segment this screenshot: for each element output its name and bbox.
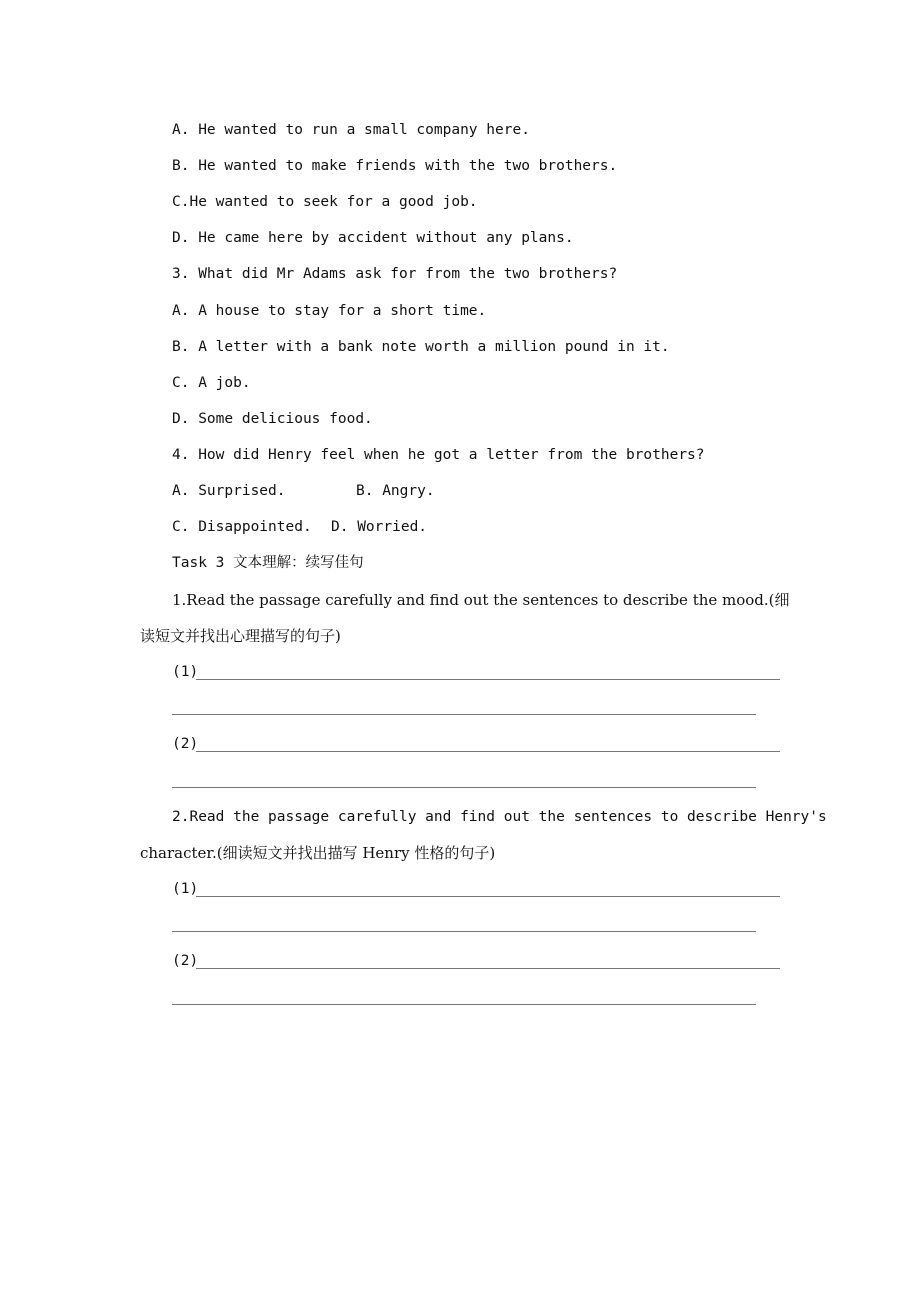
answer-continuation-line[interactable]	[172, 1004, 756, 1005]
answer-blank-1-2[interactable]	[172, 734, 780, 754]
q4-option-a: A. Surprised.	[172, 483, 286, 499]
answer-blank-1-1[interactable]	[172, 662, 780, 682]
answer-line	[196, 896, 780, 897]
task3-item2-line1: 2.Read the passage carefully and find out the sentences to describe Henry's	[172, 809, 827, 825]
task3-heading: Task 3 文本理解：续写佳句	[172, 555, 364, 571]
answer-line	[196, 751, 780, 752]
task3-item1-line1: 1.Read the passage carefully and find out the sentences to describe the mood.(细	[172, 591, 790, 609]
q3-question: 3. What did Mr Adams ask for from the two brothers?	[172, 266, 618, 282]
q3-option-d: D. Some delicious food.	[172, 411, 373, 427]
q2-option-a: A. He wanted to run a small company here.	[172, 122, 530, 138]
answer-continuation-line[interactable]	[172, 787, 756, 788]
answer-line	[196, 679, 780, 680]
task3-item2-line2: character.(细读短文并找出描写 Henry 性格的句子)	[140, 844, 496, 862]
blank-number: (1)	[172, 664, 199, 680]
q4-option-b: B. Angry.	[356, 483, 435, 499]
blank-number: (2)	[172, 953, 199, 969]
q3-option-a: A. A house to stay for a short time.	[172, 303, 487, 319]
q2-option-d: D. He came here by accident without any plans.	[172, 230, 574, 246]
q3-option-b: B. A letter with a bank note worth a million pound in it.	[172, 339, 670, 355]
q4-question: 4. How did Henry feel when he got a letter from the brothers?	[172, 447, 705, 463]
blank-number: (1)	[172, 881, 199, 897]
q4-option-c: C. Disappointed.	[172, 519, 312, 535]
q2-option-c: C.He wanted to seek for a good job.	[172, 194, 478, 210]
q4-option-d: D. Worried.	[331, 519, 428, 535]
answer-line	[196, 968, 780, 969]
answer-blank-2-1[interactable]	[172, 879, 780, 899]
task3-item1-line2: 读短文并找出心理描写的句子)	[140, 627, 341, 645]
answer-continuation-line[interactable]	[172, 931, 756, 932]
answer-continuation-line[interactable]	[172, 714, 756, 715]
q3-option-c: C. A job.	[172, 375, 251, 391]
blank-number: (2)	[172, 736, 199, 752]
q2-option-b: B. He wanted to make friends with the two brothers.	[172, 158, 618, 174]
answer-blank-2-2[interactable]	[172, 951, 780, 971]
